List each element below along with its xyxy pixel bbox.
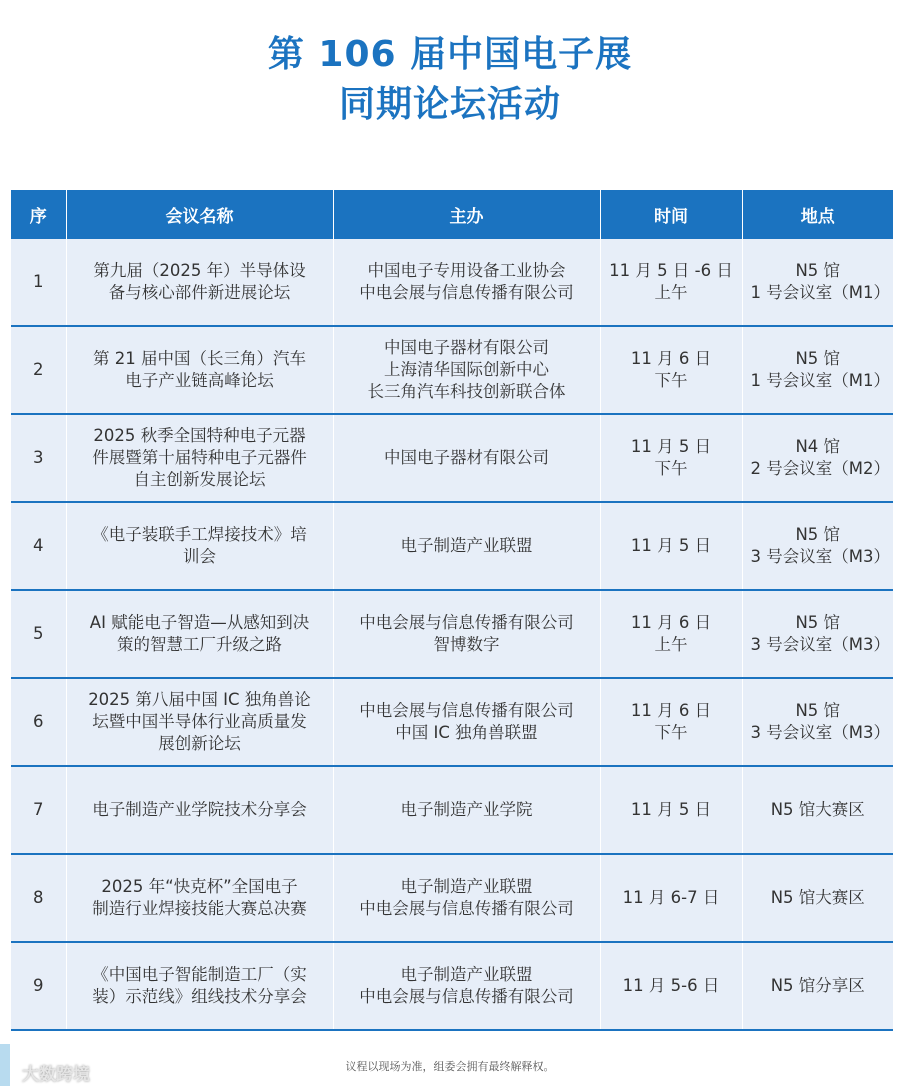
cell-name-line: 电子产业链高峰论坛	[125, 371, 274, 390]
cell-name-line: 件展暨第十届特种电子元器件	[92, 448, 307, 467]
cell-name-line: 2025 第八届中国 IC 独角兽论	[88, 690, 311, 709]
cell-host	[333, 854, 600, 942]
cell-host	[333, 942, 600, 1030]
cell-time-line: 11 月 6-7 日	[622, 888, 720, 907]
cell-place	[742, 502, 893, 590]
cell-host-line: 上海清华国际创新中心	[384, 360, 549, 379]
cell-no: 9	[11, 942, 66, 1030]
cell-time-line: 11 月 5 日 -6 日	[609, 261, 733, 280]
cell-name-line: 自主创新发展论坛	[133, 470, 266, 489]
cell-time	[600, 239, 742, 326]
table-row	[11, 239, 893, 326]
watermark-logo: 大数跨境	[22, 1065, 90, 1085]
table-row	[11, 502, 893, 590]
table-row	[11, 942, 893, 1030]
cell-time	[600, 854, 742, 942]
cell-host-line: 电子制造产业学院	[400, 800, 533, 819]
table-row	[11, 590, 893, 678]
cell-place-line: 1 号会议室（M1）	[750, 283, 890, 302]
cell-host-line: 中国 IC 独角兽联盟	[395, 723, 538, 742]
cell-name-line: 装）示范线》组线技术分享会	[92, 987, 307, 1006]
cell-name-line: AI 赋能电子智造—从感知到决	[89, 613, 310, 632]
cell-host	[333, 678, 600, 766]
cell-host	[333, 239, 600, 326]
cell-host-line: 中电会展与信息传播有限公司	[359, 899, 574, 918]
cell-name	[66, 942, 333, 1030]
cell-name-line: 《电子装联手工焊接技术》培	[92, 525, 307, 544]
cell-name-line: 坛暨中国半导体行业高质量发	[92, 712, 307, 731]
cell-time	[600, 326, 742, 414]
cell-name-line: 电子制造产业学院技术分享会	[92, 800, 307, 819]
cell-place-line: 3 号会议室（M3）	[750, 635, 890, 654]
cell-name-line: 训会	[183, 547, 216, 566]
forum-schedule-table	[11, 190, 893, 1031]
cell-time-line: 11 月 5 日	[630, 800, 712, 819]
header-name: 会议名称	[66, 190, 333, 239]
cell-name-line: 2025 秋季全国特种电子元器	[93, 426, 306, 445]
cell-place	[742, 766, 893, 854]
cell-host-line: 电子制造产业联盟	[400, 536, 533, 555]
cell-time-line: 下午	[654, 371, 688, 390]
cell-name	[66, 590, 333, 678]
table-row	[11, 854, 893, 942]
page-subtitle: 同期论坛活动	[338, 84, 561, 125]
cell-host-line: 电子制造产业联盟	[400, 877, 533, 896]
header-no: 序	[11, 190, 66, 239]
table-row	[11, 326, 893, 414]
cell-time-line: 11 月 6 日	[630, 701, 712, 720]
decorative-bar	[0, 1044, 10, 1086]
footnote: 议程以现场为准，组委会拥有最终解释权。	[345, 1060, 555, 1073]
cell-no: 2	[11, 326, 66, 414]
cell-time-line: 上午	[654, 283, 688, 302]
cell-name-line: 2025 年“快克杯”全国电子	[101, 877, 298, 896]
cell-host-line: 中电会展与信息传播有限公司	[359, 283, 574, 302]
cell-name-line: 展创新论坛	[158, 734, 241, 753]
cell-place	[742, 590, 893, 678]
cell-no: 4	[11, 502, 66, 590]
cell-name-line: 备与核心部件新进展论坛	[108, 283, 291, 302]
cell-time-line: 11 月 6 日	[630, 349, 712, 368]
cell-time-line: 下午	[654, 459, 688, 478]
cell-no: 3	[11, 414, 66, 502]
cell-name	[66, 239, 333, 326]
cell-name-line: 策的智慧工厂升级之路	[117, 635, 282, 654]
cell-place-line: 3 号会议室（M3）	[750, 723, 890, 742]
header-place: 地点	[742, 190, 893, 239]
cell-place-line: 3 号会议室（M3）	[750, 547, 890, 566]
cell-place	[742, 414, 893, 502]
cell-time	[600, 590, 742, 678]
cell-host-line: 中电会展与信息传播有限公司	[359, 987, 574, 1006]
cell-place-line: N4 馆	[795, 437, 841, 456]
cell-time	[600, 502, 742, 590]
cell-time-line: 下午	[654, 723, 688, 742]
table-body	[11, 239, 893, 1030]
cell-place	[742, 326, 893, 414]
cell-name	[66, 502, 333, 590]
cell-no: 7	[11, 766, 66, 854]
cell-place-line: 2 号会议室（M2）	[750, 459, 890, 478]
cell-place	[742, 678, 893, 766]
cell-time	[600, 678, 742, 766]
cell-time	[600, 414, 742, 502]
cell-name-line: 《中国电子智能制造工厂（实	[92, 965, 307, 984]
cell-time	[600, 766, 742, 854]
cell-host	[333, 414, 600, 502]
table-row	[11, 414, 893, 502]
cell-time-line: 11 月 5-6 日	[622, 976, 720, 995]
cell-no: 6	[11, 678, 66, 766]
cell-host	[333, 502, 600, 590]
cell-host-line: 中国电子器材有限公司	[384, 338, 549, 357]
cell-place-line: N5 馆大赛区	[770, 888, 865, 907]
cell-host-line: 中国电子器材有限公司	[384, 448, 549, 467]
table-header-row	[11, 190, 893, 239]
cell-place	[742, 854, 893, 942]
cell-place	[742, 239, 893, 326]
cell-place-line: N5 馆	[795, 525, 841, 544]
cell-name	[66, 678, 333, 766]
cell-host-line: 电子制造产业联盟	[400, 965, 533, 984]
cell-host	[333, 326, 600, 414]
cell-time-line: 11 月 6 日	[630, 613, 712, 632]
cell-name	[66, 766, 333, 854]
cell-name-line: 第九届（2025 年）半导体设	[93, 261, 306, 280]
header-host: 主办	[333, 190, 600, 239]
cell-no: 8	[11, 854, 66, 942]
cell-name-line: 制造行业焊接技能大赛总决赛	[92, 899, 307, 918]
cell-time	[600, 942, 742, 1030]
cell-time-line: 上午	[654, 635, 688, 654]
cell-name	[66, 414, 333, 502]
page-title: 第 106 届中国电子展	[267, 34, 633, 75]
cell-host-line: 中电会展与信息传播有限公司	[359, 701, 574, 720]
cell-name	[66, 326, 333, 414]
cell-place-line: N5 馆	[795, 261, 841, 280]
cell-place-line: 1 号会议室（M1）	[750, 371, 890, 390]
cell-place-line: N5 馆	[795, 701, 841, 720]
cell-name-line: 第 21 届中国（长三角）汽车	[93, 349, 306, 368]
cell-name	[66, 854, 333, 942]
cell-no: 5	[11, 590, 66, 678]
cell-host-line: 长三角汽车科技创新联合体	[367, 382, 566, 401]
header-time: 时间	[600, 190, 742, 239]
cell-place	[742, 942, 893, 1030]
cell-host-line: 中国电子专用设备工业协会	[367, 261, 566, 280]
cell-host-line: 中电会展与信息传播有限公司	[359, 613, 574, 632]
cell-host-line: 智博数字	[433, 635, 500, 654]
table-row	[11, 766, 893, 854]
cell-no: 1	[11, 239, 66, 326]
cell-host	[333, 590, 600, 678]
cell-place-line: N5 馆	[795, 349, 841, 368]
cell-place-line: N5 馆	[795, 613, 841, 632]
cell-time-line: 11 月 5 日	[630, 437, 712, 456]
cell-place-line: N5 馆大赛区	[770, 800, 865, 819]
cell-time-line: 11 月 5 日	[630, 536, 712, 555]
cell-place-line: N5 馆分享区	[770, 976, 865, 995]
table-row	[11, 678, 893, 766]
cell-host	[333, 766, 600, 854]
